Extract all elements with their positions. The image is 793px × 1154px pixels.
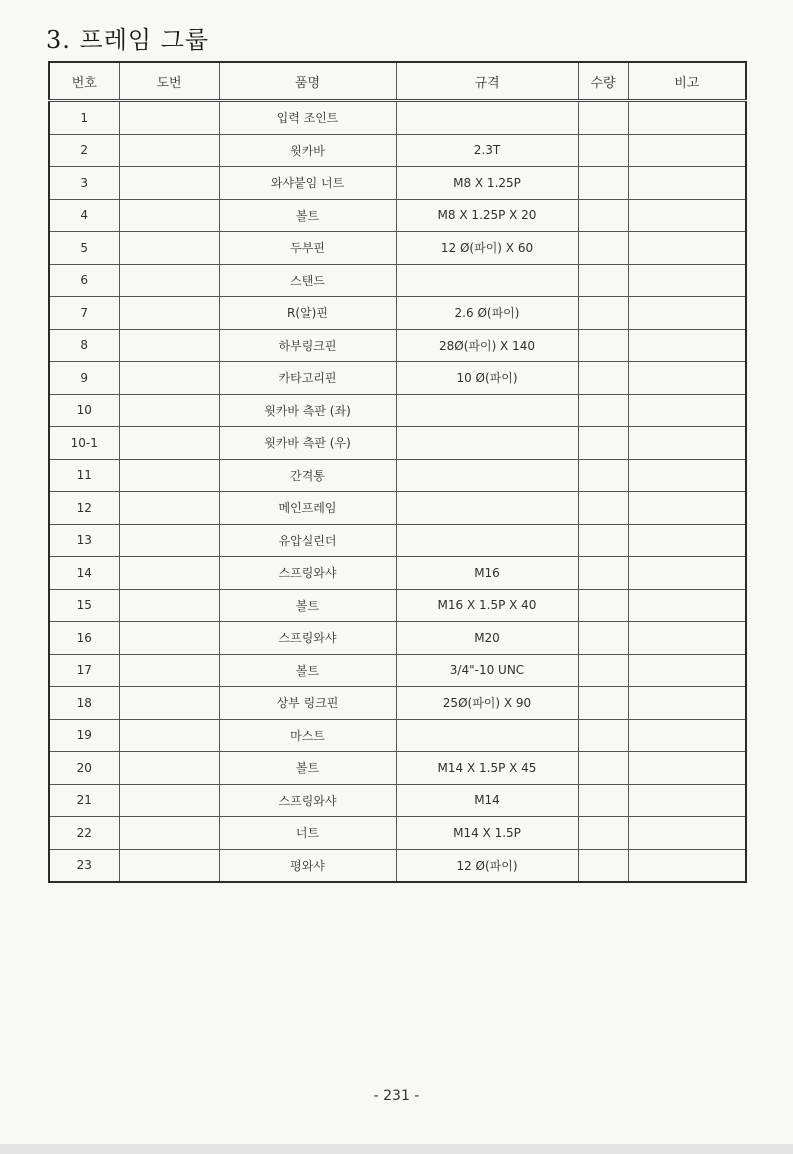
cell-remarks (628, 264, 746, 297)
cell-part-name: 유압실린더 (219, 524, 396, 557)
cell-number: 12 (49, 492, 119, 525)
cell-drawing-no (119, 167, 219, 200)
cell-spec: 12 Ø(파이) (396, 849, 578, 882)
cell-quantity (578, 329, 628, 362)
table-row (49, 199, 746, 232)
cell-part-name: 와샤붙임 너트 (219, 167, 396, 200)
cell-remarks (628, 167, 746, 200)
table-row (49, 329, 746, 362)
cell-number: 1 (49, 101, 119, 135)
parts-table (48, 61, 747, 883)
cell-remarks (628, 654, 746, 687)
cell-quantity (578, 297, 628, 330)
cell-drawing-no (119, 297, 219, 330)
cell-part-name: 윗카바 측판 (좌) (219, 394, 396, 427)
cell-drawing-no (119, 101, 219, 135)
cell-drawing-no (119, 264, 219, 297)
cell-part-name: 볼트 (219, 654, 396, 687)
cell-remarks (628, 427, 746, 460)
cell-drawing-no (119, 654, 219, 687)
table-row (49, 167, 746, 200)
header-drawing-no: 도번 (119, 62, 219, 101)
cell-drawing-no (119, 752, 219, 785)
cell-number: 10 (49, 394, 119, 427)
scan-edge (0, 1144, 793, 1154)
cell-remarks (628, 719, 746, 752)
cell-number: 19 (49, 719, 119, 752)
table-row (49, 589, 746, 622)
cell-part-name: R(알)핀 (219, 297, 396, 330)
table-row (49, 297, 746, 330)
cell-quantity (578, 199, 628, 232)
table-row (49, 101, 746, 135)
cell-drawing-no (119, 134, 219, 167)
cell-number: 16 (49, 622, 119, 655)
cell-number: 9 (49, 362, 119, 395)
cell-remarks (628, 134, 746, 167)
cell-drawing-no (119, 427, 219, 460)
cell-part-name: 스프링와샤 (219, 557, 396, 590)
cell-quantity (578, 101, 628, 135)
cell-spec: 12 Ø(파이) X 60 (396, 232, 578, 265)
cell-spec: M8 X 1.25P X 20 (396, 199, 578, 232)
cell-spec: 2.6 Ø(파이) (396, 297, 578, 330)
cell-remarks (628, 362, 746, 395)
cell-part-name: 두부핀 (219, 232, 396, 265)
cell-drawing-no (119, 589, 219, 622)
cell-number: 21 (49, 784, 119, 817)
cell-drawing-no (119, 557, 219, 590)
cell-drawing-no (119, 687, 219, 720)
cell-remarks (628, 622, 746, 655)
cell-part-name: 마스트 (219, 719, 396, 752)
table-row (49, 557, 746, 590)
cell-number: 23 (49, 849, 119, 882)
header-remarks: 비고 (628, 62, 746, 101)
cell-quantity (578, 654, 628, 687)
cell-quantity (578, 557, 628, 590)
table-row (49, 459, 746, 492)
cell-remarks (628, 752, 746, 785)
cell-number: 14 (49, 557, 119, 590)
cell-part-name: 스프링와샤 (219, 622, 396, 655)
table-row (49, 232, 746, 265)
cell-quantity (578, 492, 628, 525)
cell-quantity (578, 752, 628, 785)
cell-quantity (578, 362, 628, 395)
table-row (49, 849, 746, 882)
cell-spec (396, 427, 578, 460)
cell-number: 5 (49, 232, 119, 265)
cell-spec: M14 X 1.5P X 45 (396, 752, 578, 785)
cell-spec: M14 X 1.5P (396, 817, 578, 850)
cell-spec (396, 492, 578, 525)
table-row (49, 622, 746, 655)
cell-spec: M14 (396, 784, 578, 817)
table-body (49, 101, 746, 883)
cell-number: 15 (49, 589, 119, 622)
cell-remarks (628, 459, 746, 492)
cell-spec: M20 (396, 622, 578, 655)
cell-remarks (628, 199, 746, 232)
cell-drawing-no (119, 459, 219, 492)
cell-part-name: 하부링크핀 (219, 329, 396, 362)
cell-spec: M8 X 1.25P (396, 167, 578, 200)
cell-drawing-no (119, 817, 219, 850)
cell-quantity (578, 459, 628, 492)
cell-number: 7 (49, 297, 119, 330)
cell-part-name: 너트 (219, 817, 396, 850)
cell-spec (396, 264, 578, 297)
table-row (49, 524, 746, 557)
cell-spec: 3/4"-10 UNC (396, 654, 578, 687)
cell-remarks (628, 297, 746, 330)
table-row (49, 427, 746, 460)
cell-remarks (628, 492, 746, 525)
cell-part-name: 상부 링크핀 (219, 687, 396, 720)
cell-drawing-no (119, 849, 219, 882)
cell-number: 3 (49, 167, 119, 200)
cell-quantity (578, 264, 628, 297)
page-number: - 231 - (373, 1088, 420, 1104)
cell-drawing-no (119, 394, 219, 427)
cell-quantity (578, 719, 628, 752)
table-row (49, 784, 746, 817)
cell-quantity (578, 589, 628, 622)
cell-spec (396, 394, 578, 427)
cell-quantity (578, 524, 628, 557)
cell-part-name: 볼트 (219, 589, 396, 622)
cell-remarks (628, 849, 746, 882)
table-row (49, 134, 746, 167)
table-row (49, 687, 746, 720)
cell-quantity (578, 232, 628, 265)
cell-drawing-no (119, 784, 219, 817)
cell-drawing-no (119, 232, 219, 265)
table-row (49, 817, 746, 850)
cell-part-name: 카타고리핀 (219, 362, 396, 395)
cell-quantity (578, 427, 628, 460)
cell-part-name: 윗카바 측판 (우) (219, 427, 396, 460)
cell-spec: M16 X 1.5P X 40 (396, 589, 578, 622)
table-row (49, 654, 746, 687)
header-number: 번호 (49, 62, 119, 101)
cell-part-name: 볼트 (219, 752, 396, 785)
header-quantity: 수량 (578, 62, 628, 101)
cell-drawing-no (119, 362, 219, 395)
cell-number: 22 (49, 817, 119, 850)
cell-remarks (628, 817, 746, 850)
cell-remarks (628, 329, 746, 362)
cell-quantity (578, 817, 628, 850)
cell-part-name: 메인프레임 (219, 492, 396, 525)
cell-spec (396, 101, 578, 135)
cell-remarks (628, 524, 746, 557)
cell-number: 4 (49, 199, 119, 232)
cell-remarks (628, 394, 746, 427)
table-row (49, 752, 746, 785)
header-spec: 규격 (396, 62, 578, 101)
cell-remarks (628, 589, 746, 622)
cell-spec: 28Ø(파이) X 140 (396, 329, 578, 362)
cell-part-name: 스프링와샤 (219, 784, 396, 817)
cell-drawing-no (119, 719, 219, 752)
cell-part-name: 윗카바 (219, 134, 396, 167)
cell-spec (396, 719, 578, 752)
cell-number: 2 (49, 134, 119, 167)
page-title: 3. 프레임 그룹 (46, 26, 210, 54)
cell-remarks (628, 784, 746, 817)
cell-number: 20 (49, 752, 119, 785)
cell-drawing-no (119, 492, 219, 525)
cell-spec: 10 Ø(파이) (396, 362, 578, 395)
cell-part-name: 볼트 (219, 199, 396, 232)
table-row (49, 394, 746, 427)
cell-drawing-no (119, 199, 219, 232)
cell-spec: 25Ø(파이) X 90 (396, 687, 578, 720)
cell-number: 17 (49, 654, 119, 687)
cell-part-name: 입력 조인트 (219, 101, 396, 135)
table-row (49, 492, 746, 525)
cell-remarks (628, 557, 746, 590)
cell-drawing-no (119, 622, 219, 655)
cell-number: 10-1 (49, 427, 119, 460)
cell-quantity (578, 687, 628, 720)
cell-spec (396, 524, 578, 557)
cell-drawing-no (119, 329, 219, 362)
cell-quantity (578, 167, 628, 200)
cell-number: 13 (49, 524, 119, 557)
cell-number: 18 (49, 687, 119, 720)
cell-part-name: 평와샤 (219, 849, 396, 882)
cell-quantity (578, 394, 628, 427)
cell-remarks (628, 687, 746, 720)
cell-remarks (628, 101, 746, 135)
table-row (49, 264, 746, 297)
cell-number: 8 (49, 329, 119, 362)
cell-remarks (628, 232, 746, 265)
cell-quantity (578, 849, 628, 882)
table-row (49, 362, 746, 395)
header-part-name: 품명 (219, 62, 396, 101)
cell-spec: 2.3T (396, 134, 578, 167)
cell-quantity (578, 784, 628, 817)
cell-part-name: 간격통 (219, 459, 396, 492)
table-row (49, 719, 746, 752)
cell-number: 6 (49, 264, 119, 297)
cell-part-name: 스탠드 (219, 264, 396, 297)
cell-number: 11 (49, 459, 119, 492)
table-header-row (49, 62, 746, 101)
cell-spec (396, 459, 578, 492)
cell-quantity (578, 134, 628, 167)
cell-spec: M16 (396, 557, 578, 590)
cell-quantity (578, 622, 628, 655)
cell-drawing-no (119, 524, 219, 557)
